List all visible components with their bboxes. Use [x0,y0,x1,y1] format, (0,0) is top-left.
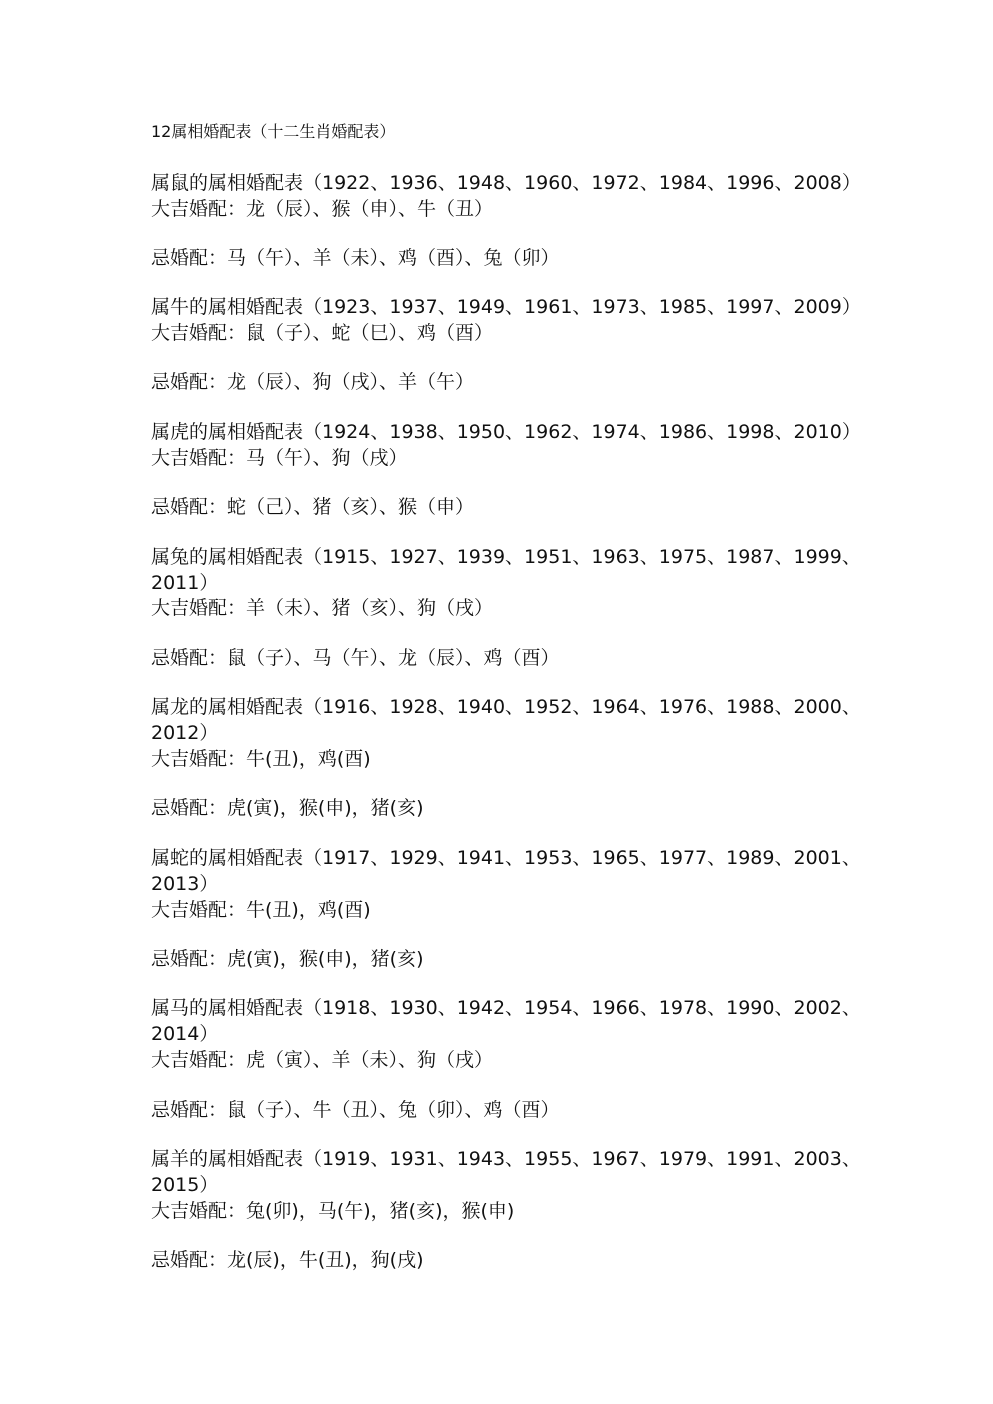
bad-match-line: 忌婚配：龙（辰）、狗（戌）、羊（午） [151,371,475,393]
section-header: 属龙的属相婚配表（1916、1928、1940、1952、1964、1976、1988、2000、 [151,696,861,718]
section-header-continued: 2012） [151,722,219,744]
good-match-line: 大吉婚配：马（午）、狗（戌） [151,447,408,469]
bad-match-line: 忌婚配：虎(寅)，猴(申)，猪(亥) [151,797,424,819]
section-header: 属蛇的属相婚配表（1917、1929、1941、1953、1965、1977、1989、2001、 [151,847,861,869]
section-header: 属兔的属相婚配表（1915、1927、1939、1951、1963、1975、1987、1999、 [151,546,861,568]
bad-match-line: 忌婚配：虎(寅)，猴(申)，猪(亥) [151,948,424,970]
good-match-line: 大吉婚配：虎（寅）、羊（未）、狗（戌） [151,1049,494,1071]
good-match-line: 大吉婚配：牛(丑)，鸡(酉) [151,899,371,921]
bad-match-line: 忌婚配：龙(辰)，牛(丑)，狗(戌) [151,1249,424,1271]
section-header: 属牛的属相婚配表（1923、1937、1949、1961、1973、1985、1997、2009） [151,296,861,318]
section-header-continued: 2015） [151,1174,219,1196]
good-match-line: 大吉婚配：牛(丑)，鸡(酉) [151,748,371,770]
section-header: 属马的属相婚配表（1918、1930、1942、1954、1966、1978、1990、2002、 [151,997,861,1019]
bad-match-line: 忌婚配：马（午）、羊（未）、鸡（酉）、兔（卯） [151,247,560,269]
section-header: 属羊的属相婚配表（1919、1931、1943、1955、1967、1979、1991、2003、 [151,1148,861,1170]
good-match-line: 大吉婚配：龙（辰）、猴（申）、牛（丑） [151,198,494,220]
section-header-continued: 2011） [151,572,219,594]
good-match-line: 大吉婚配：鼠（子）、蛇（巳）、鸡（酉） [151,322,494,344]
good-match-line: 大吉婚配：兔(卯)，马(午)，猪(亥)，猴(申) [151,1200,515,1222]
section-header-continued: 2013） [151,873,219,895]
section-header: 属鼠的属相婚配表（1922、1936、1948、1960、1972、1984、1996、2008） [151,172,861,194]
section-header-continued: 2014） [151,1023,219,1045]
bad-match-line: 忌婚配：蛇（己）、猪（亥）、猴（申） [151,496,475,518]
bad-match-line: 忌婚配：鼠（子）、牛（丑）、兔（卯）、鸡（酉） [151,1099,560,1121]
bad-match-line: 忌婚配：鼠（子）、马（午）、龙（辰）、鸡（酉） [151,647,560,669]
section-header: 属虎的属相婚配表（1924、1938、1950、1962、1974、1986、1998、2010） [151,421,861,443]
document-title: 12属相婚配表（十二生肖婚配表） [151,122,396,141]
good-match-line: 大吉婚配：羊（未）、猪（亥）、狗（戌） [151,597,494,619]
